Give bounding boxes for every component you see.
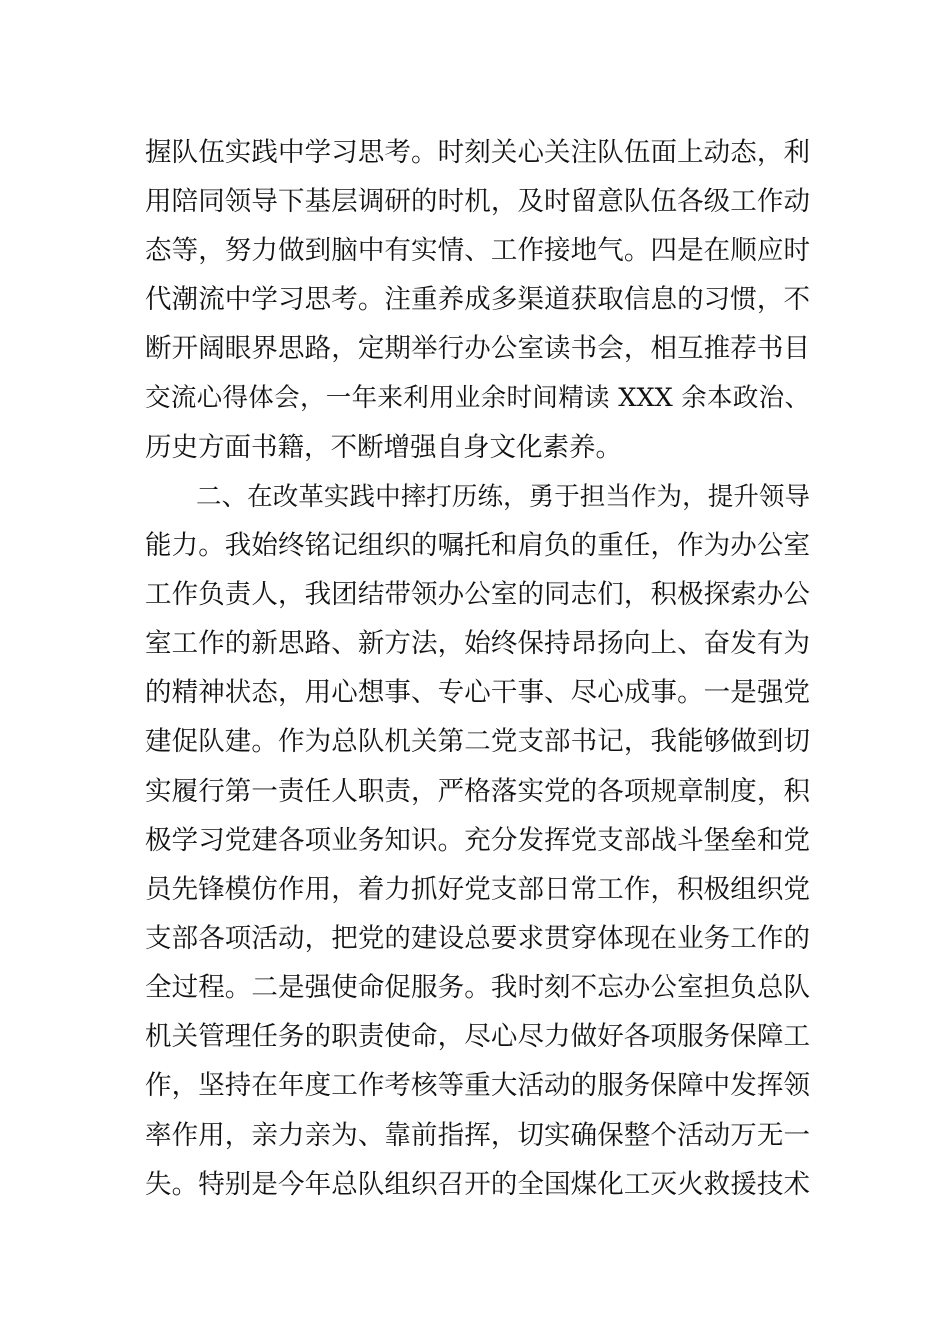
text-line-18: 全过程。二是强使命促服务。我时刻不忘办公室担负总队 [145,972,810,1003]
text-line-19: 机关管理任务的职责使命，尽心尽力做好各项服务保障工 [145,1021,810,1052]
text-line-11: 室工作的新思路、新方法，始终保持昂扬向上、奋发有为 [145,628,810,659]
text-line-13: 建促队建。作为总队机关第二党支部书记，我能够做到切 [145,726,810,757]
text-line-2: 用陪同领导下基层调研的时机，及时留意队伍各级工作动 [145,186,810,217]
text-line-4: 代潮流中学习思考。注重养成多渠道获取信息的习惯，不 [145,284,810,315]
text-line-5: 断开阔眼界思路，定期举行办公室读书会，相互推荐书目 [145,333,810,364]
text-line-15: 极学习党建各项业务知识。充分发挥党支部战斗堡垒和党 [145,825,810,856]
text-line-20: 作，坚持在年度工作考核等重大活动的服务保障中发挥领 [145,1070,810,1101]
text-line-12: 的精神状态，用心想事、专心干事、尽心成事。一是强党 [145,677,810,708]
text-line-7: 历史方面书籍，不断增强自身文化素养。 [145,432,622,463]
text-line-1: 握队伍实践中学习思考。时刻关心关注队伍面上动态，利 [145,137,810,168]
text-line-21: 率作用，亲力亲为、靠前指挥，切实确保整个活动万无一 [145,1120,810,1151]
text-line-10: 工作负责人，我团结带领办公室的同志们，积极探索办公 [145,579,810,610]
text-line-22: 失。特别是今年总队组织召开的全国煤化工灭火救援技术 [145,1169,810,1200]
text-line-9: 能力。我始终铭记组织的嘱托和肩负的重任，作为办公室 [145,530,810,561]
text-line-6: 交流心得体会，一年来利用业余时间精读 XXX 余本政治、 [145,383,810,413]
text-line-16: 员先锋模仿作用，着力抓好党支部日常工作，积极组织党 [145,874,810,905]
text-line-17: 支部各项活动，把党的建设总要求贯穿体现在业务工作的 [145,923,810,954]
section-heading-line: 二、在改革实践中摔打历练，勇于担当作为，提升领导 [196,482,810,512]
text-line-14: 实履行第一责任人职责，严格落实党的各项规章制度，积 [145,776,810,807]
text-line-3: 态等，努力做到脑中有实情、工作接地气。四是在顺应时 [145,235,810,266]
